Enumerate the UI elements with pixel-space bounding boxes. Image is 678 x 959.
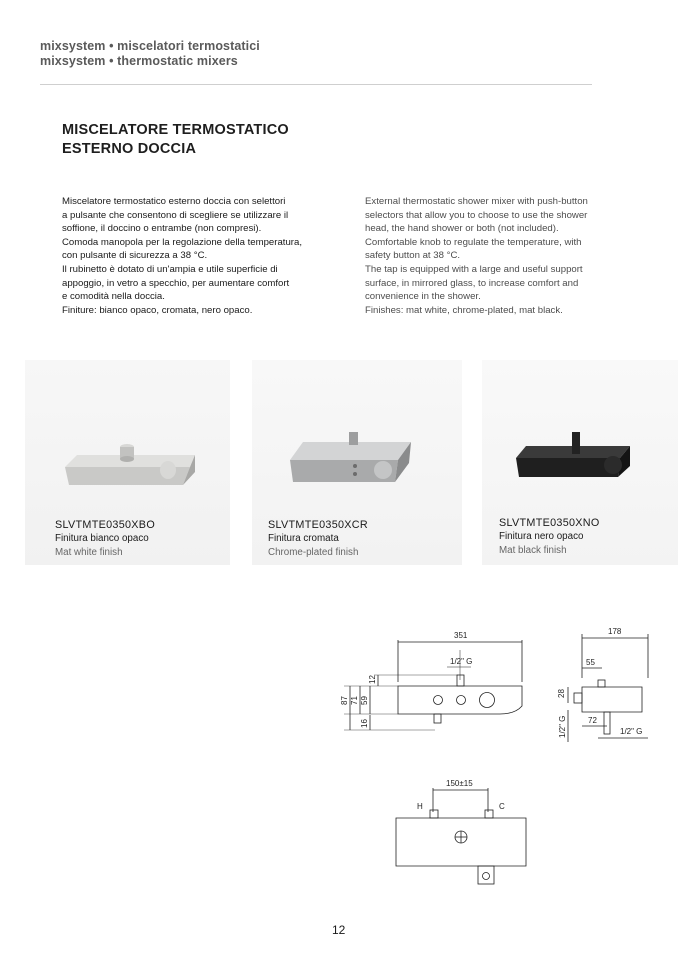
description-it-line: Il rubinetto è dotato di un'ampia e utile superficie di [62, 263, 278, 275]
description-it-line: Finiture: bianco opaco, cromata, nero opaco. [62, 304, 253, 316]
variant-chrome [268, 518, 368, 560]
section-header-it: mixsystem • miscelatori termostatici [40, 39, 260, 53]
dim-depth: 178 [608, 627, 622, 636]
label-hot: H [417, 802, 423, 811]
dim-height-59: 59 [360, 696, 369, 705]
finish-it: Finitura nero opaco [499, 531, 584, 542]
product-image-white [55, 425, 205, 495]
dim-spacing: 150±15 [446, 779, 473, 788]
product-code: SLVTMTE0350XNO [499, 517, 600, 529]
top-view [396, 779, 526, 884]
description-it-line: a pulsante che consentono di scegliere se utilizzare il [62, 209, 289, 221]
product-image-chrome [283, 430, 423, 495]
product-title [62, 121, 289, 159]
description-italian [62, 195, 302, 317]
label-cold: C [499, 802, 505, 811]
header-divider [40, 84, 592, 85]
description-it-line: Comoda manopola per la regolazione della temperatura, [62, 236, 302, 248]
description-en-line: convenience in the shower. [365, 291, 481, 303]
dim-connection-bottom: 1/2" G [620, 727, 643, 736]
description-it-line: soffione, il doccino o entrambe (non compresi). [62, 223, 262, 235]
description-en-line: head, the hand shower or both (not included). [365, 223, 559, 235]
product-image-black [510, 432, 645, 487]
description-en-line: External thermostatic shower mixer with push-button [365, 196, 588, 207]
description-en-line: Finishes: mat white, chrome-plated, mat black. [365, 304, 563, 316]
variant-white [55, 518, 155, 560]
description-en-line: Comfortable knob to regulate the temperature, with [365, 236, 582, 248]
description-it-line: e comodità nella doccia. [62, 291, 165, 303]
description-it-line: con pulsante di sicurezza a 38 °C. [62, 250, 208, 262]
variant-black [499, 516, 600, 558]
dim-height-87: 87 [340, 696, 349, 705]
dim-height-16: 16 [360, 719, 369, 728]
dim-width: 351 [454, 631, 468, 640]
front-view [340, 631, 522, 730]
finish-en: Chrome-plated finish [268, 547, 359, 558]
finish-it: Finitura bianco opaco [55, 533, 149, 544]
product-title-line-1: MISCELATORE TERMOSTATICO [62, 122, 289, 138]
dim-height-28: 28 [557, 689, 566, 698]
finish-en: Mat black finish [499, 545, 567, 556]
description-en-line: The tap is equipped with a large and useful support [365, 263, 583, 275]
dim-connection: 1/2" G [450, 657, 473, 666]
dim-height-71: 71 [350, 696, 359, 705]
section-header-en: mixsystem • thermostatic mixers [40, 54, 238, 68]
side-view [557, 627, 648, 742]
description-it-line: appoggio, in vetro a specchio, per aumentare comfort [62, 277, 290, 289]
dim-offset-bottom: 72 [588, 716, 597, 725]
description-english [365, 195, 588, 317]
description-en-line: surface, in mirrored glass, to increase comfort and [365, 277, 579, 289]
description-it-line: Miscelatore termostatico esterno doccia con selettori [62, 196, 286, 207]
dim-height-12: 12 [368, 675, 377, 684]
description-en-line: safety button at 38 °C. [365, 250, 461, 262]
product-code: SLVTMTE0350XCR [268, 519, 369, 531]
dim-offset-top: 55 [586, 658, 595, 667]
page-number: 12 [332, 923, 346, 937]
product-title-line-2: ESTERNO DOCCIA [62, 141, 197, 157]
dim-connection-side: 1/2" G [558, 715, 567, 738]
finish-it: Finitura cromata [268, 533, 339, 544]
product-code: SLVTMTE0350XBO [55, 519, 156, 531]
finish-en: Mat white finish [55, 547, 123, 558]
description-en-line: selectors that allow you to choose to use the shower [365, 209, 588, 221]
technical-drawings [330, 620, 660, 950]
